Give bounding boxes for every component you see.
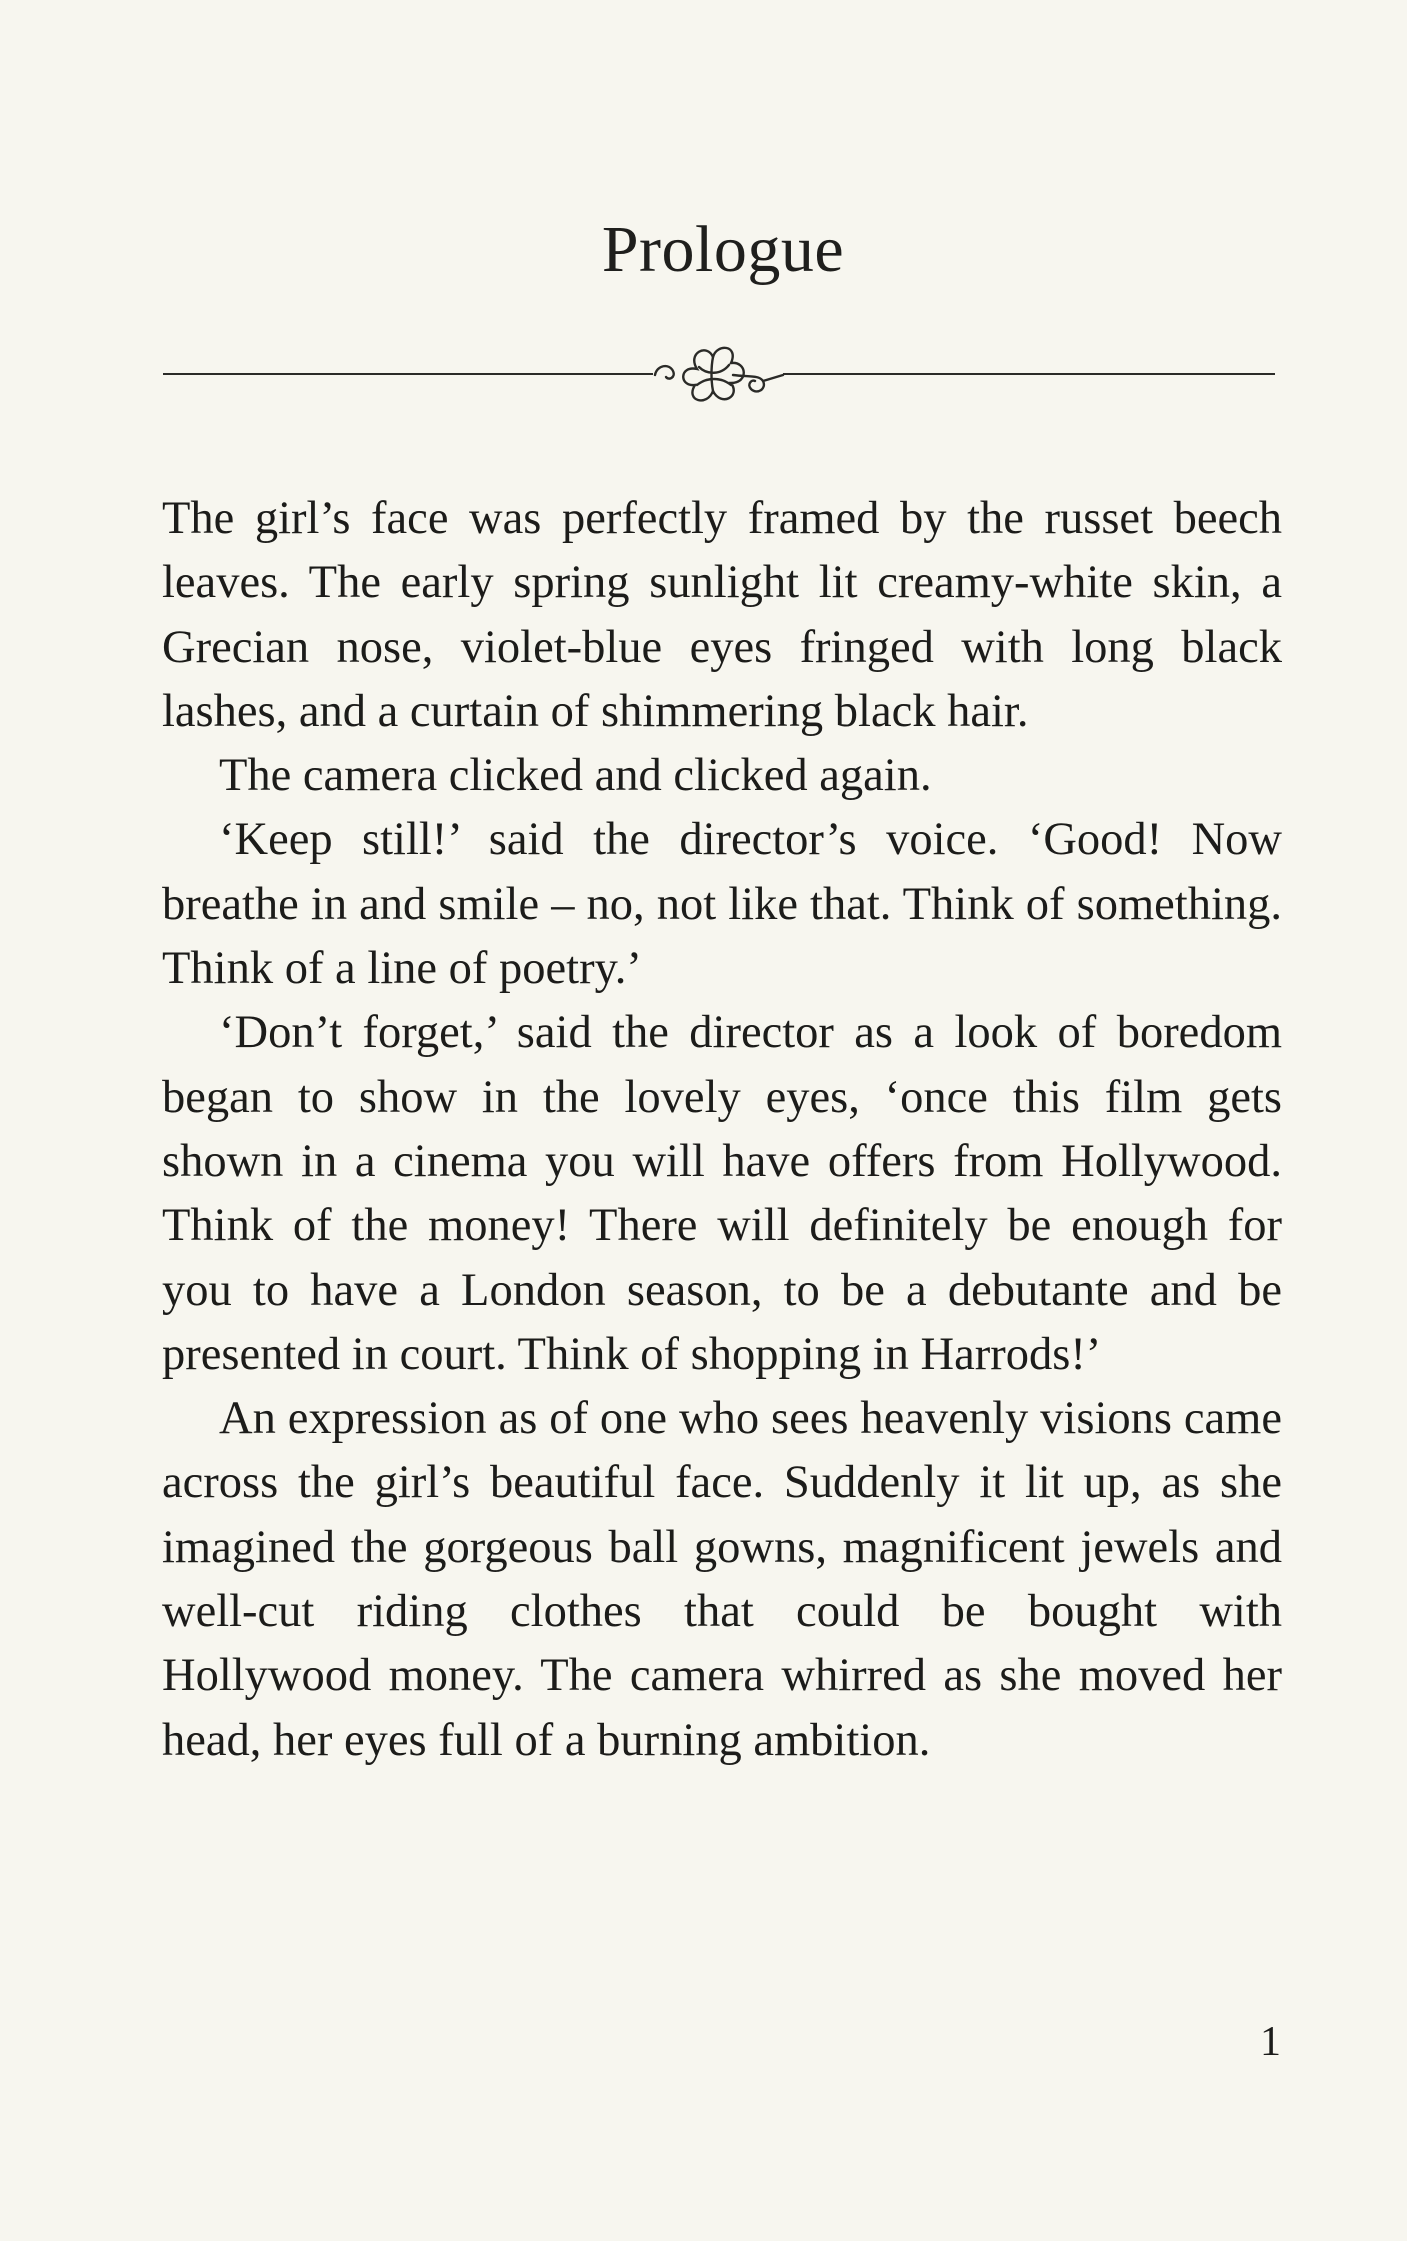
page-number: 1 [1260, 2019, 1281, 2065]
prologue-text [162, 487, 1282, 1773]
title-divider [163, 335, 1275, 415]
fleuron-icon [651, 335, 787, 415]
divider-rule-right [783, 373, 1275, 375]
paragraph-5: An expression as of one who sees heavenly visions came across the girl’s beautiful face. Suddenly it lit up, as she imagined the gorgeous ball gowns, magnificent jewels and well-cut riding clothes that could be bought with Hollywood money. The camera whirred as she moved her head, her eyes full of a burning ambition. [162, 1393, 1282, 1766]
paragraph-4: ‘Don’t forget,’ said the director as a look of boredom began to show in the lovely eyes, ‘once this film gets shown in a cinema you will have offers from Hollywood. Think of the money! There will definitely be enough for you to have a London season, to be a debutante and be presented in court. Think of shopping in Harrods!’ [162, 1007, 1282, 1380]
paragraph-2: The camera clicked and clicked again. [219, 750, 932, 802]
divider-rule-left [163, 373, 653, 375]
chapter-title: Prologue [601, 213, 845, 286]
paragraph-1: The girl’s face was perfectly framed by the russet beech leaves. The early spring sunlight lit creamy-white skin, a Grecian nose, violet-blue eyes fringed with long black lashes, and a curtain of shimmering black hair. [162, 493, 1282, 737]
paragraph-3: ‘Keep still!’ said the director’s voice. ‘Good! Now breathe in and smile – no, not like that. Think of something. Think of a line of poetry.’ [162, 814, 1282, 995]
